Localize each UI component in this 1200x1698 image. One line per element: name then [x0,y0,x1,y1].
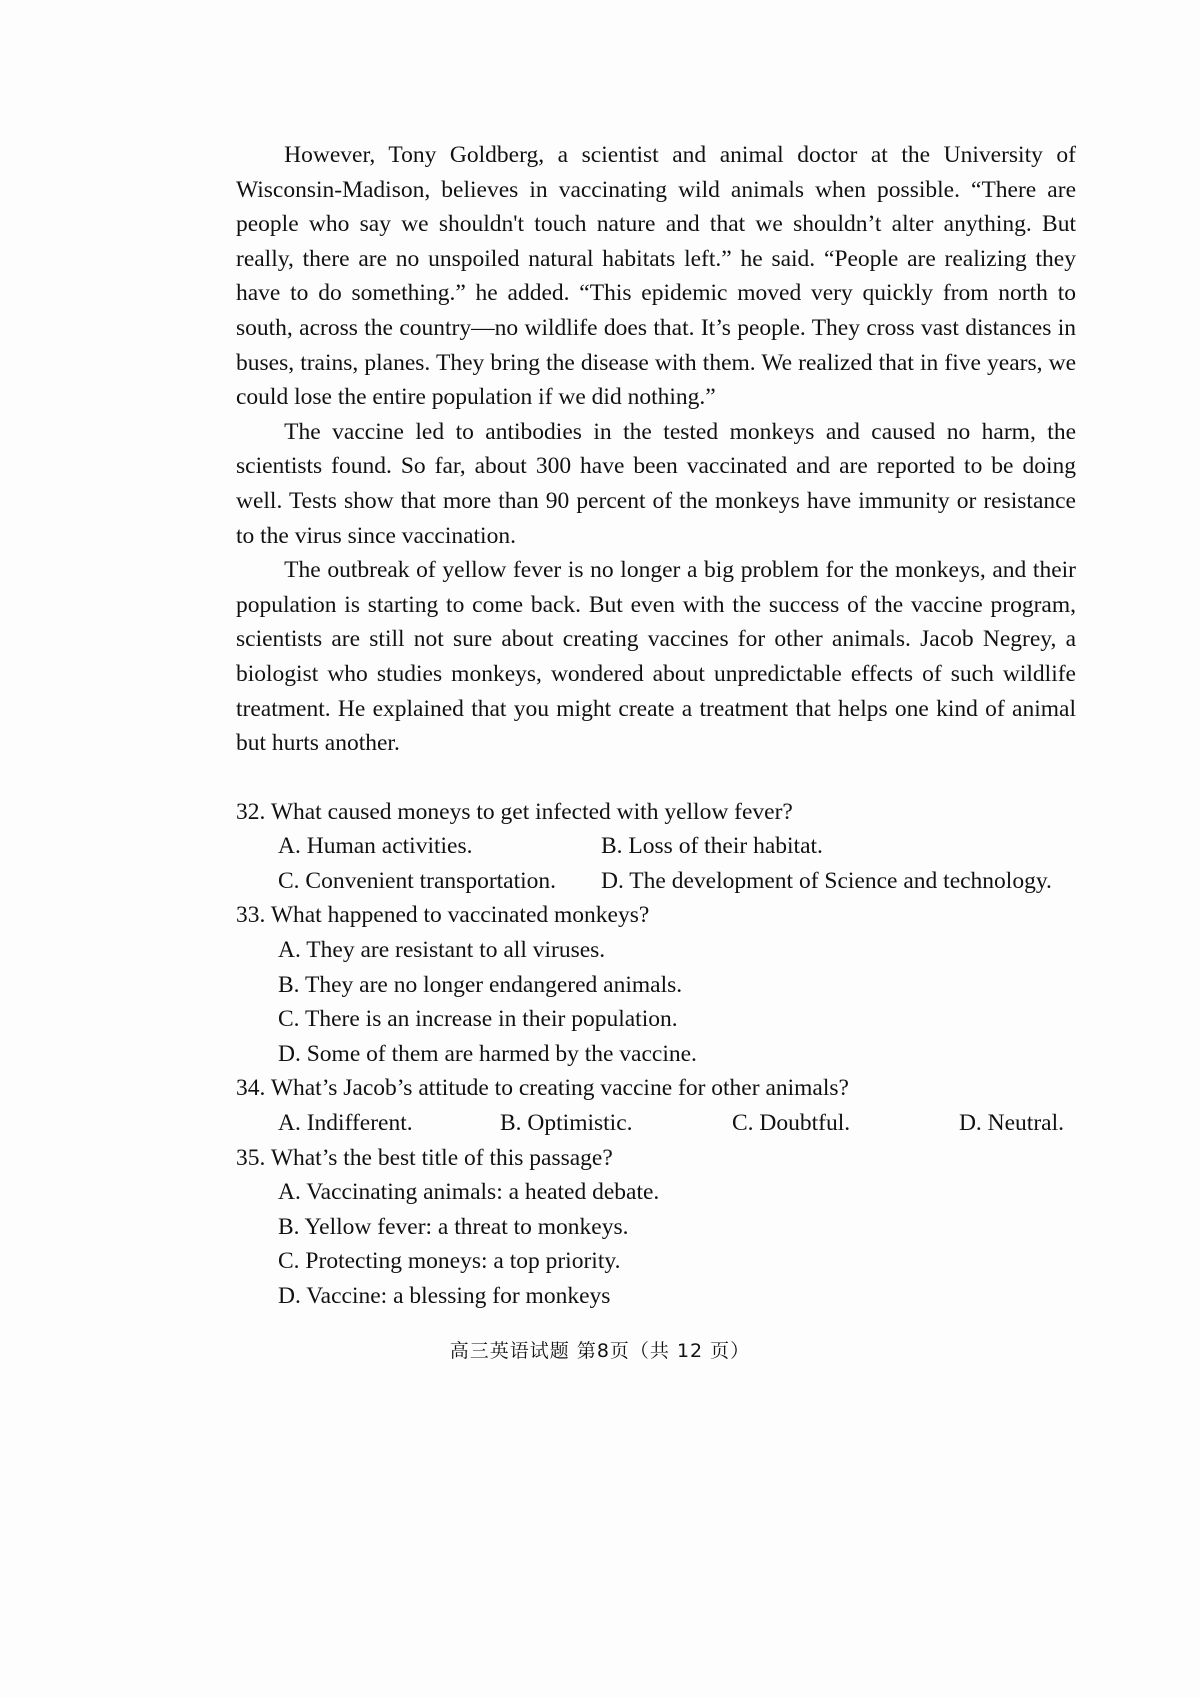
page-content [236,138,1076,1314]
passage-paragraph: However, Tony Goldberg, a scientist and animal doctor at the University of Wisconsin-Madison, believes in vaccinating wild animals when possible. “There are people who say we shouldn't touch nature and that we shouldn’t alter anything. But really, there are no unspoiled natural habitats left.” he said. “People are realizing they have to do something.” he added. “This epidemic moved very quickly from north to south, across the country—no wildlife does that. It’s people. They cross vast distances in buses, trains, planes. They bring the disease with them. We realized that in five years, we could lose the entire population if we did nothing.” [236,142,1076,411]
question-35 [236,1141,1076,1314]
question-stem: 35. What’s the best title of this passage? [236,1144,613,1171]
option-row [236,1106,1076,1141]
option-b: B. Optimistic. [500,1110,633,1137]
option-b: B. Yellow fever: a threat to monkeys. [278,1213,629,1240]
option-row [236,864,1076,899]
option-d: D. Some of them are harmed by the vaccine. [278,1040,697,1067]
option-c: C. There is an increase in their population. [278,1006,678,1033]
question-stem: 32. What caused moneys to get infected with yellow fever? [236,798,793,825]
option-c: C. Protecting moneys: a top priority. [278,1248,621,1275]
option-b: B. They are no longer endangered animals. [278,971,683,998]
page-footer: 高三英语试题 第8页（共 12 页） [449,1340,751,1362]
question-stem: 34. What’s Jacob’s attitude to creating vaccine for other animals? [236,1075,849,1102]
question-33 [236,898,1076,1071]
question-list [236,795,1076,1314]
question-32 [236,795,1076,899]
option-c: C. Convenient transportation. [278,867,557,894]
option-a: A. They are resistant to all viruses. [278,937,606,964]
reading-passage [236,138,1076,761]
passage-paragraph: The vaccine led to antibodies in the tested monkeys and caused no harm, the scientists found. So far, about 300 have been vaccinated and are reported to be doing well. Tests show that more than 90 percent of the monkeys have immunity or resistance to the virus since vaccination. [236,418,1076,549]
question-34 [236,1071,1076,1140]
option-a: A. Human activities. [278,833,473,860]
question-stem: 33. What happened to vaccinated monkeys? [236,902,650,929]
option-d: D. Neutral. [958,1110,1064,1137]
option-a: A. Vaccinating animals: a heated debate. [278,1179,660,1206]
option-d: D. The development of Science and technology. [601,867,1052,894]
passage-paragraph: The outbreak of yellow fever is no longer a big problem for the monkeys, and their population is starting to come back. But even with the success of the vaccine program, scientists are still not sure about creating vaccines for other animals. Jacob Negrey, a biologist who studies monkeys, wondered about unpredictable effects of such wildlife treatment. He explained that you might create a treatment that helps one kind of animal but hurts another. [236,557,1076,757]
option-b: B. Loss of their habitat. [601,833,823,860]
option-c: C. Doubtful. [732,1110,851,1137]
option-a: A. Indifferent. [278,1110,413,1137]
option-row [236,829,1076,864]
option-d: D. Vaccine: a blessing for monkeys [278,1283,611,1309]
